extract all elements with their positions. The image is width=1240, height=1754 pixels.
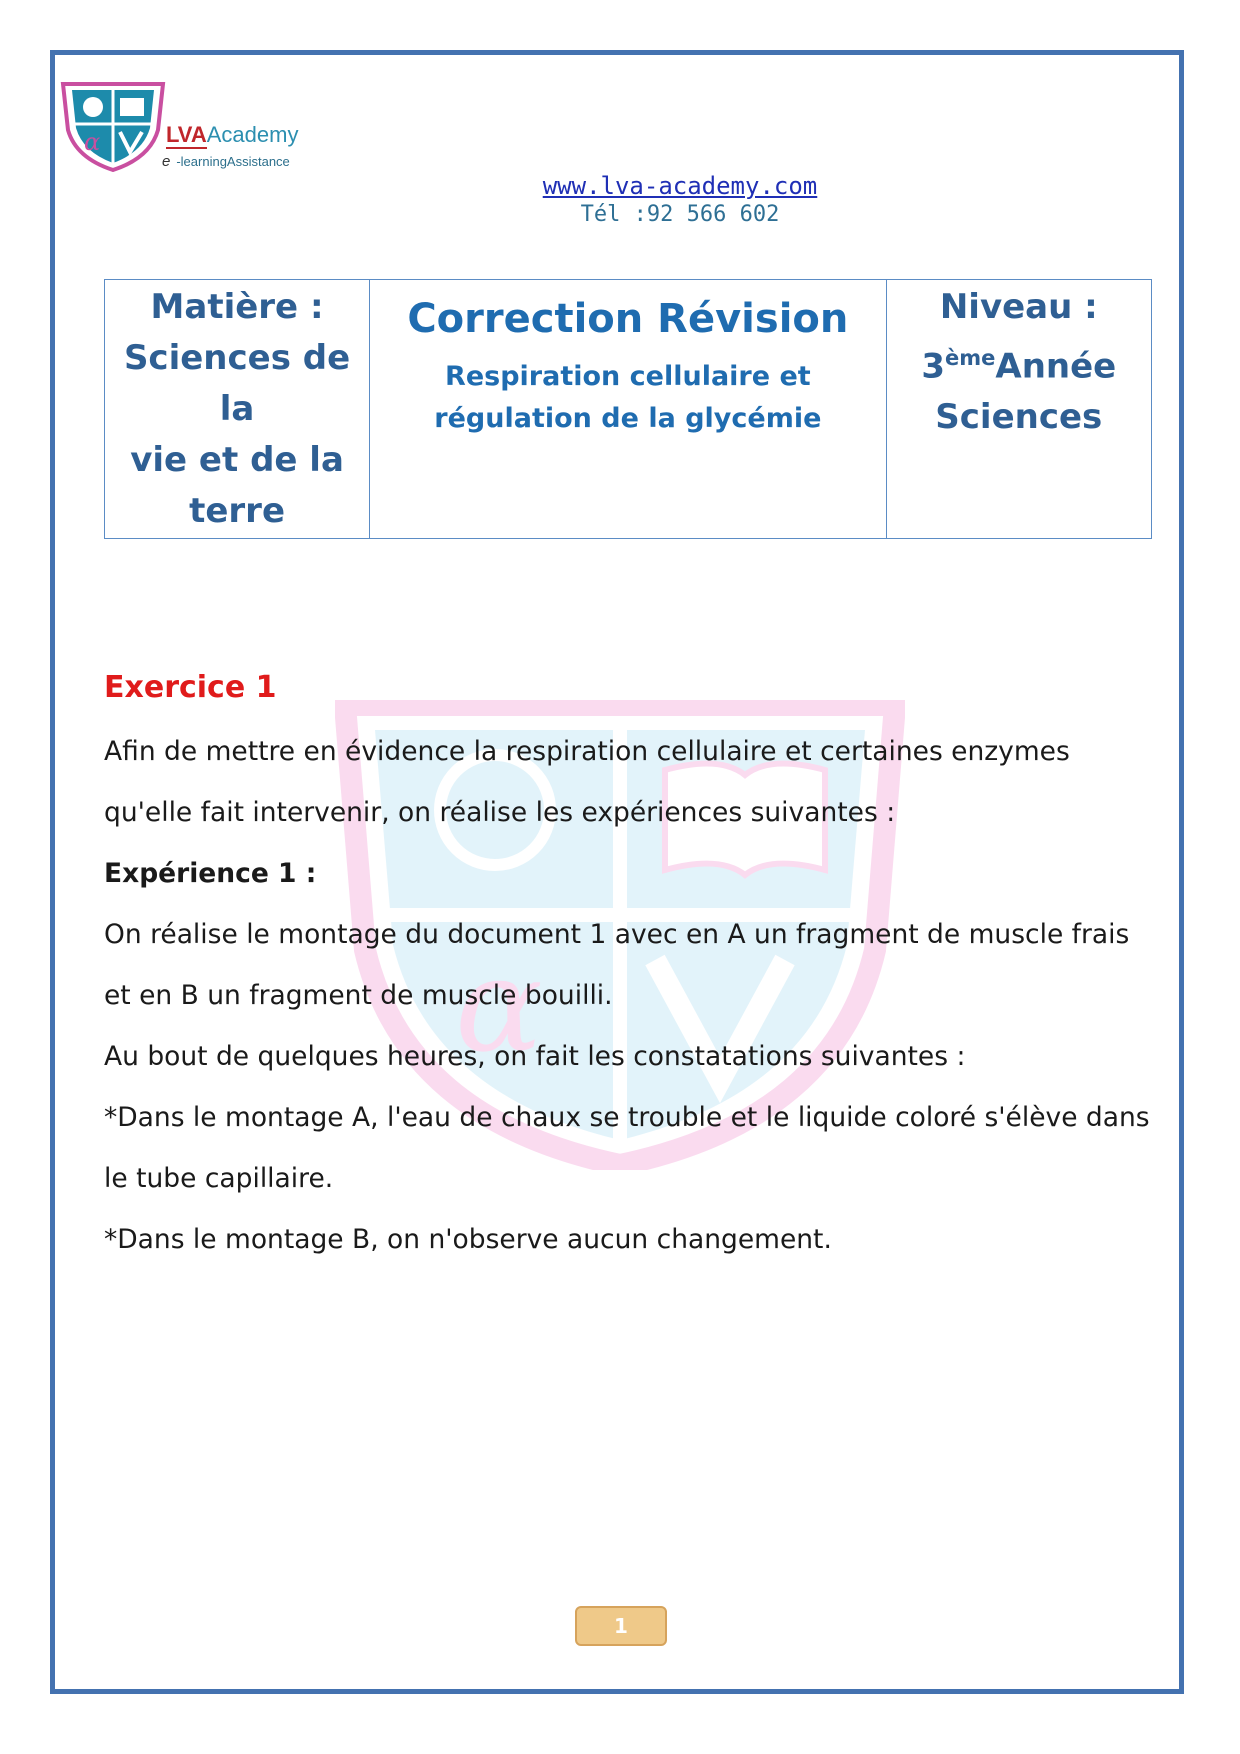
document-subtitle: Respiration cellulaire et régulation de la glycémie	[434, 361, 822, 434]
contact-block	[530, 172, 830, 227]
brand-name: LVAAcademy	[166, 122, 299, 147]
level-label: Niveau :	[939, 287, 1098, 327]
svg-text:α: α	[84, 128, 101, 156]
level-year: 3èmeAnnée	[921, 346, 1117, 387]
subject-line: Sciences de la	[123, 338, 351, 429]
subject-line: terre	[189, 491, 286, 531]
paragraph-line: Afin de mettre en évidence la respiration cellulaire et certaines enzymes	[104, 736, 1070, 767]
brand-tagline: e -learningAssistance	[162, 153, 290, 170]
header-table	[104, 279, 1152, 539]
subject-line: Matière :	[150, 287, 324, 327]
experience-heading: Expérience 1 :	[104, 858, 317, 889]
subject-line: vie et de la	[130, 440, 344, 480]
level-section: Sciences	[935, 397, 1103, 438]
paragraph-line: Au bout de quelques heures, on fait les constatations suivantes :	[104, 1041, 966, 1072]
lva-logo-icon	[58, 80, 168, 172]
paragraph-line: On réalise le montage du document 1 avec en A un fragment de muscle frais	[104, 919, 1130, 950]
title-cell	[370, 280, 886, 539]
paragraph-line: *Dans le montage A, l'eau de chaux se trouble et le liquide coloré s'élève dans	[104, 1102, 1150, 1133]
paragraph-line: *Dans le montage B, on n'observe aucun changement.	[104, 1224, 832, 1255]
subject-cell	[105, 280, 370, 539]
paragraph-line: le tube capillaire.	[104, 1163, 334, 1194]
svg-text:α: α	[455, 929, 543, 1081]
page-number-badge: 1	[575, 1606, 667, 1646]
level-cell	[886, 280, 1151, 539]
document-title: Correction Révision	[407, 296, 849, 342]
paragraph-line: qu'elle fait intervenir, on réalise les expériences suivantes :	[104, 797, 896, 828]
website-link[interactable]: www.lva-academy.com	[542, 172, 818, 200]
phone-number: Tél :92 566 602	[580, 202, 780, 227]
exercise-section	[104, 670, 1164, 1270]
paragraph-line: et en B un fragment de muscle bouilli.	[104, 980, 613, 1011]
exercise-title: Exercice 1	[104, 670, 277, 705]
